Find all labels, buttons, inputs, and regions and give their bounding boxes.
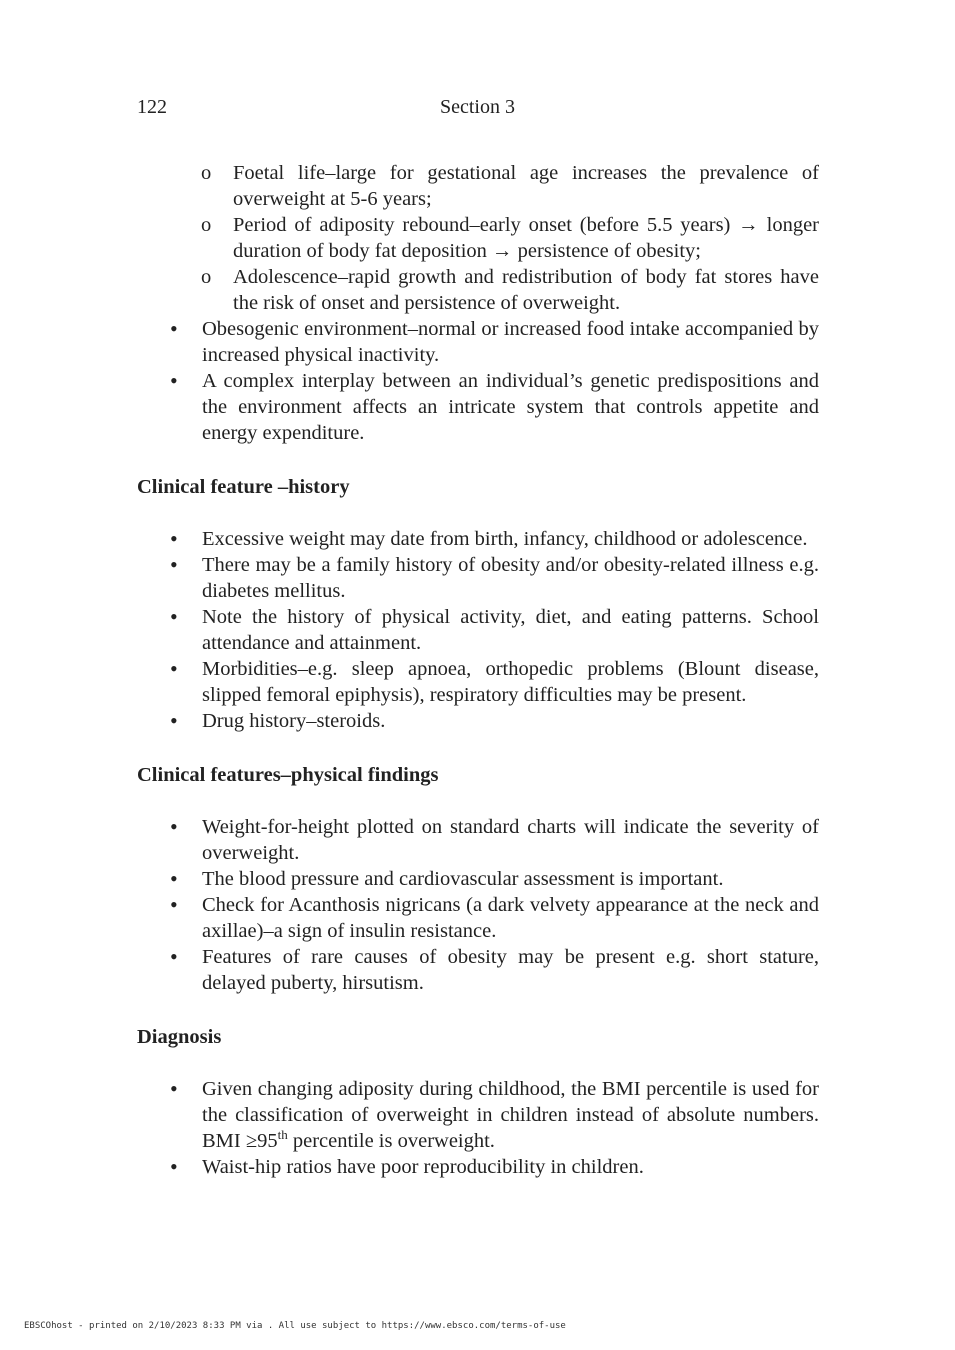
list-item: o Adolescence–rapid growth and redistribution of body fat stores have the risk of onset and persistence of overweight. — [197, 264, 819, 316]
physical-list — [165, 814, 819, 996]
text: percentile is overweight. — [287, 1130, 495, 1152]
print-footer: EBSCOhost - printed on 2/10/2023 8:33 PM via . All use subject to https://www.ebsco.com/terms-of-use — [24, 1321, 566, 1331]
list-item: • There may be a family history of obesity and/or obesity-related illness e.g. diabetes mellitus. — [165, 552, 819, 604]
list-item: o Period of adiposity rebound–early onset (before 5.5 years) → longer duration of body fat deposition → persistence of obesity; — [197, 212, 819, 264]
page-body — [137, 160, 819, 1180]
section-heading: Diagnosis — [137, 1026, 222, 1048]
list-item: • The blood pressure and cardiovascular assessment is important. — [165, 866, 819, 892]
list-item — [165, 1076, 819, 1154]
list-item: • A complex interplay between an individual’s genetic predispositions and the environment affects an intricate system that controls appetite and energy expenditure. — [165, 368, 819, 446]
history-list — [165, 526, 819, 734]
list-item: • Weight-for-height plotted on standard charts will indicate the severity of overweight. — [165, 814, 819, 866]
list-item: • Waist-hip ratios have poor reproducibility in children. — [165, 1154, 819, 1180]
superscript: th — [277, 1127, 288, 1143]
running-head: Section 3 — [440, 96, 515, 118]
diagnosis-list — [165, 1076, 819, 1180]
list-item: • Check for Acanthosis nigricans (a dark velvety appearance at the neck and axillae)–a sign of insulin resistance. — [165, 892, 819, 944]
sub-list — [197, 160, 819, 316]
list-item: • Features of rare causes of obesity may be present e.g. short stature, delayed puberty, hirsutism. — [165, 944, 819, 996]
list-item: • Obesogenic environment–normal or increased food intake accompanied by increased physical inactivity. — [165, 316, 819, 368]
section-heading: Clinical features–physical findings — [137, 764, 439, 786]
list-item: o Foetal life–large for gestational age increases the prevalence of overweight at 5-6 years; — [197, 160, 819, 212]
list-item: • Excessive weight may date from birth, infancy, childhood or adolescence. — [165, 526, 819, 552]
intro-list — [165, 316, 819, 446]
text: Given changing adiposity during childhood, the BMI percentile is used for the classification of overweight in children instead of absolute numbers. BMI ≥95 — [202, 1078, 819, 1152]
list-item: • Note the history of physical activity, diet, and eating patterns. School attendance and attainment. — [165, 604, 819, 656]
page-number: 122 — [137, 96, 167, 118]
section-heading: Clinical feature –history — [137, 476, 350, 498]
list-item: • Morbidities–e.g. sleep apnoea, orthopedic problems (Blount disease, slipped femoral epiphysis), respiratory difficulties may be present. — [165, 656, 819, 708]
list-item: • Drug history–steroids. — [165, 708, 819, 734]
